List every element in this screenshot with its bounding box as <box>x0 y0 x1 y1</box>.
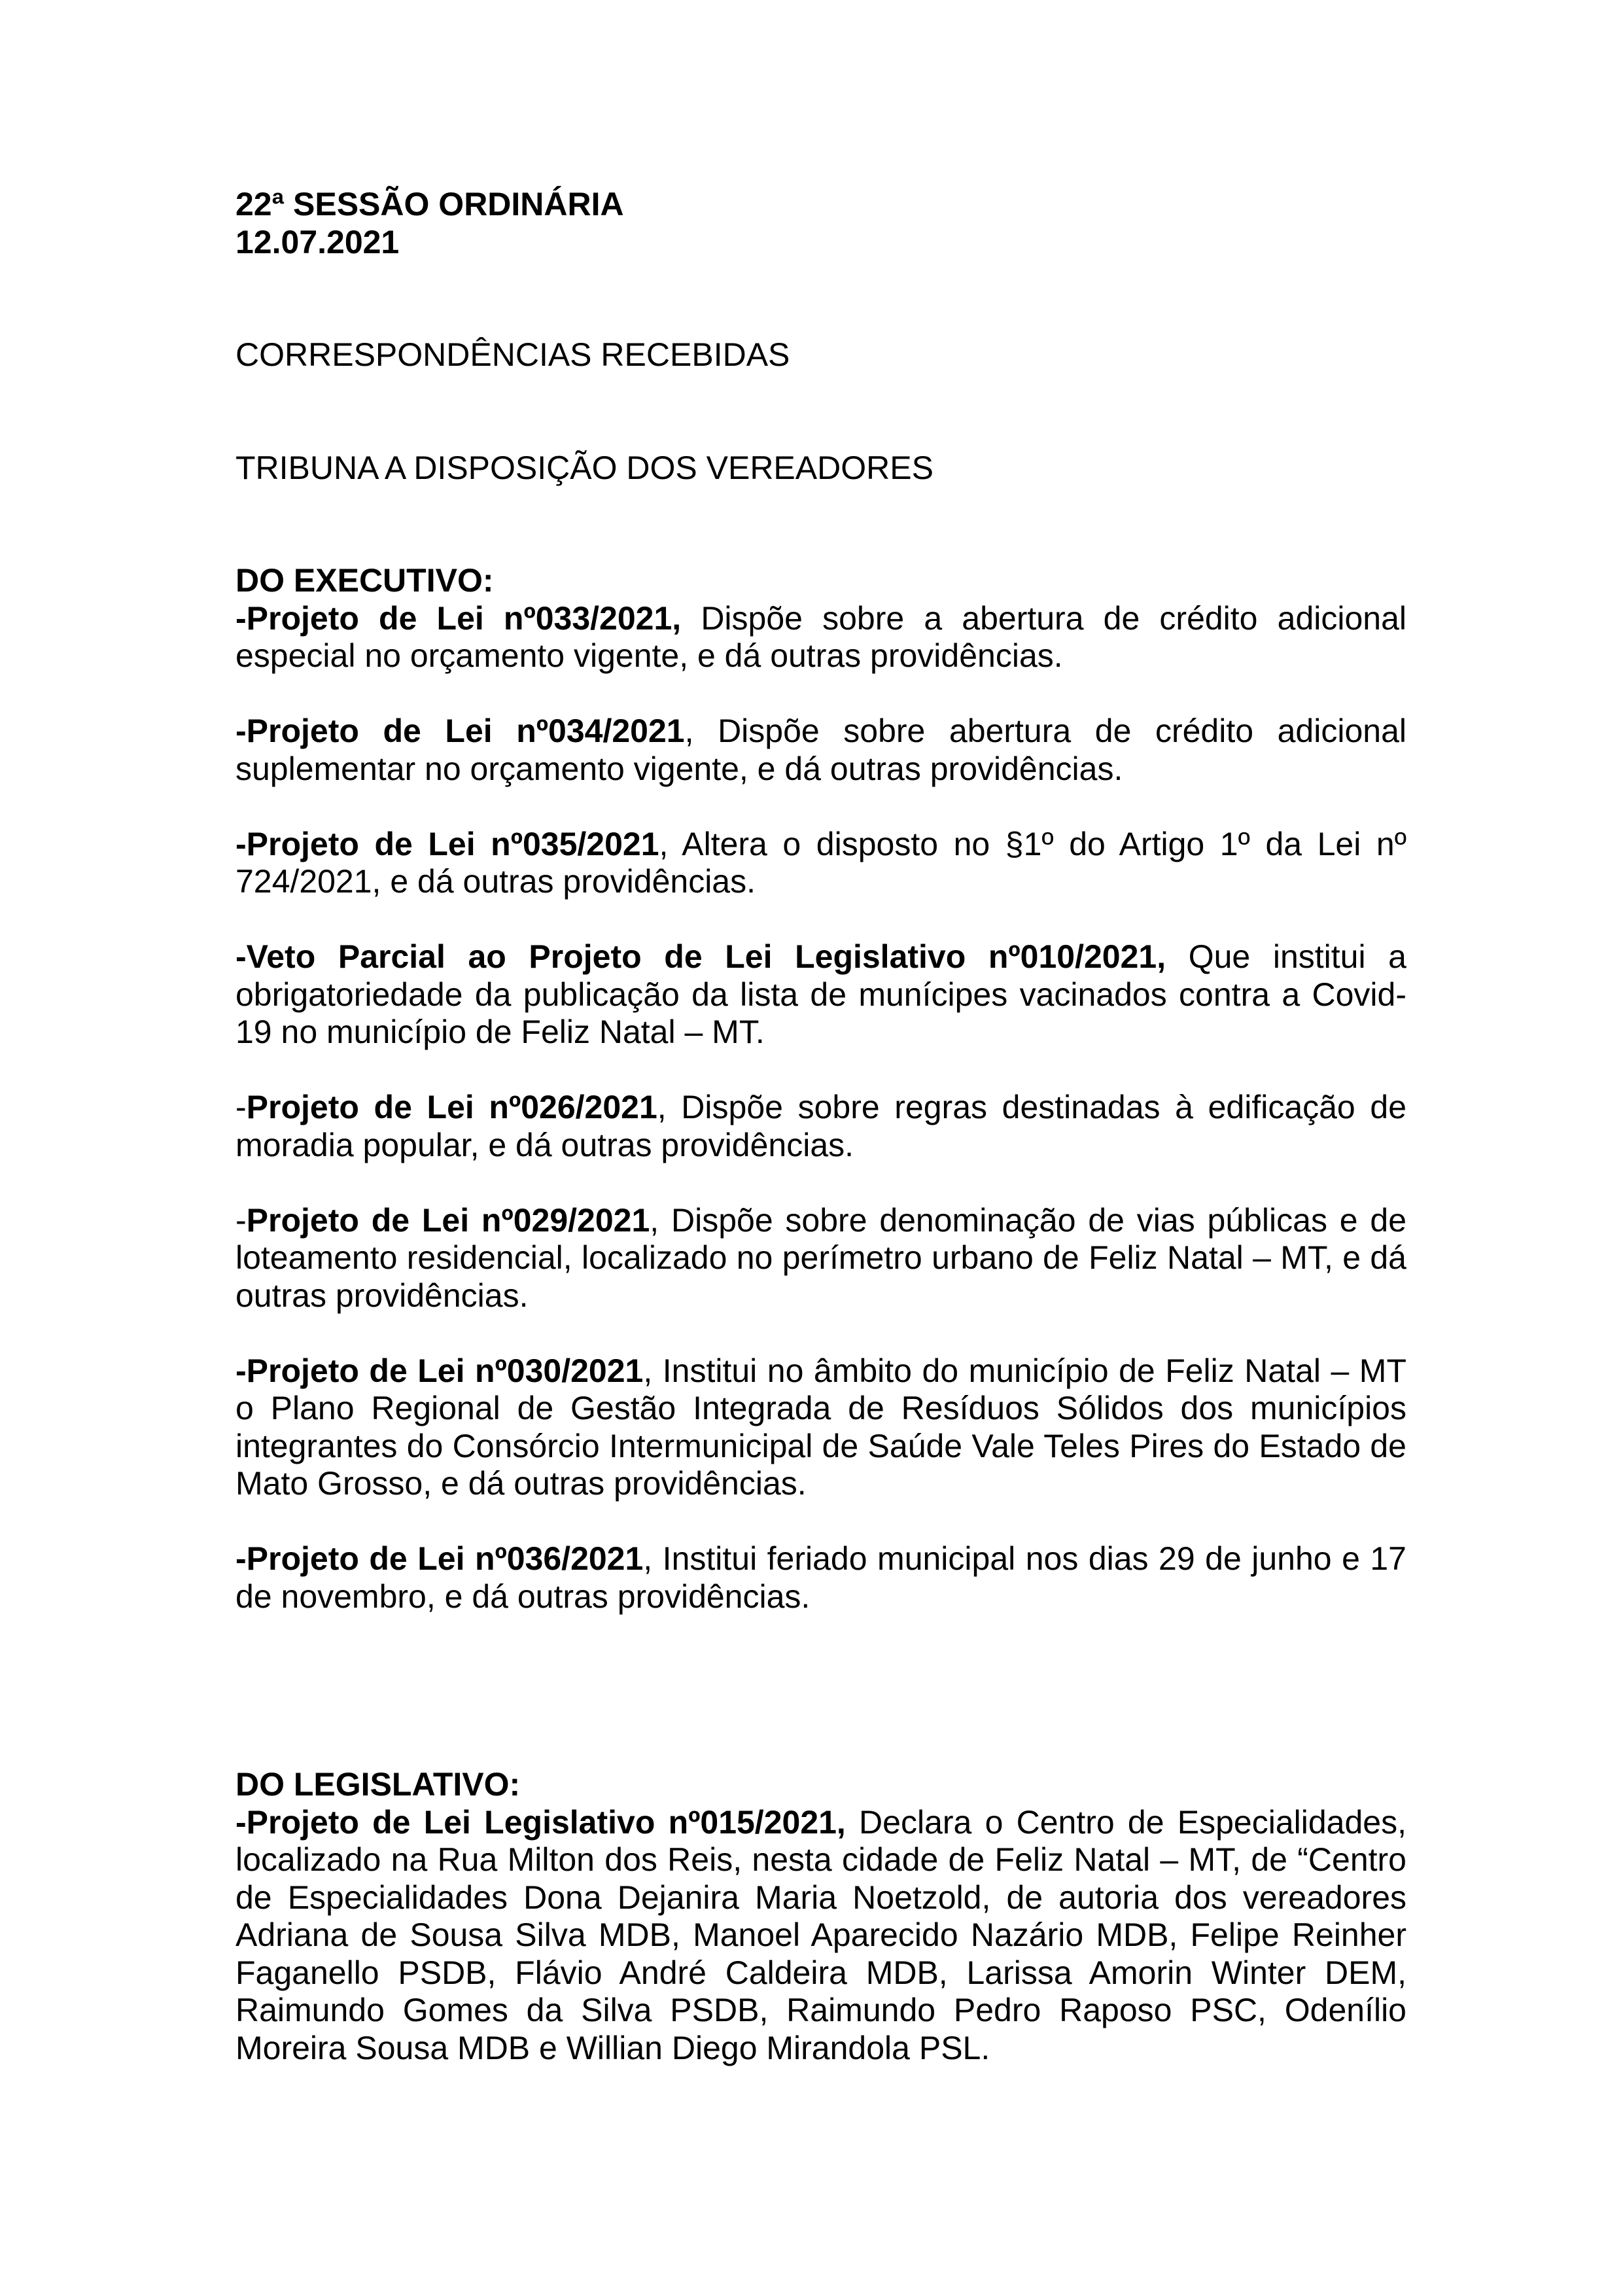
law-item-035 <box>236 826 1406 901</box>
session-title: 22ª SESSÃO ORDINÁRIA <box>236 186 624 222</box>
session-date: 12.07.2021 <box>236 223 400 260</box>
tribuna-heading: TRIBUNA A DISPOSIÇÃO DOS VEREADORES <box>236 449 934 486</box>
law-item-034 <box>236 713 1406 788</box>
correspondencias-heading: CORRESPONDÊNCIAS RECEBIDAS <box>236 336 790 373</box>
law-item-veto-010 <box>236 938 1406 1051</box>
law-item-ref: -Projeto de Lei nº034/2021 <box>236 713 685 749</box>
law-item-description: , Dispõe sobre abertura de crédito adicional suplementar no orçamento vigente, e dá outras providências. <box>236 713 1406 787</box>
law-item-ref: -Projeto de Lei nº035/2021 <box>236 825 659 862</box>
law-item-description: Que institui a obrigatoriedade da publicação da lista de munícipes vacinados contra a Covid-19 no município de Feliz Natal – MT. <box>236 938 1406 1050</box>
law-item-description: , Institui feriado municipal nos dias 29 de junho e 17 de novembro, e dá outras providências. <box>236 1540 1406 1615</box>
law-item-description: Dispõe sobre a abertura de crédito adicional especial no orçamento vigente, e dá outras providências. <box>236 599 1406 674</box>
law-item-ref: -Veto Parcial ao Projeto de Lei Legislativo nº010/2021, <box>236 938 1166 975</box>
law-item-033 <box>236 600 1406 675</box>
law-item-ref: Projeto de Lei nº026/2021 <box>246 1089 657 1125</box>
section-heading-legislativo: DO LEGISLATIVO: <box>236 1766 521 1803</box>
section-heading-executivo: DO EXECUTIVO: <box>236 562 494 599</box>
law-item-ref: -Projeto de Lei Legislativo nº015/2021, <box>236 1803 846 1841</box>
law-item-pre: - <box>236 1089 247 1125</box>
law-item-036 <box>236 1540 1406 1616</box>
law-item-026 <box>236 1089 1406 1164</box>
law-item-description: Declara o Centro de Especialidades, localizado na Rua Milton dos Reis, nesta cidade de Feliz Natal – MT, de “Centro de Especialidades Dona Dejanira Maria Noetzold, de autoria dos vereadores Adriana de Sousa Silva MDB, Manoel Aparecido Nazário MDB, Felipe Reinher Faganello PSDB, Flávio André Caldeira MDB, Larissa Amorin Winter DEM, Raimundo Gomes da Silva PSDB, Raimundo Pedro Raposo PSC, Odenílio Moreira Sousa MDB e Willian Diego Mirandola PSL. <box>236 1803 1406 2066</box>
law-item-description: , Institui no âmbito do município de Feliz Natal – MT o Plano Regional de Gestão Integrada de Resíduos Sólidos dos municípios integrantes do Consórcio Intermunicipal de Saúde Vale Teles Pires do Estado de Mato Grosso, e dá outras providências. <box>236 1352 1407 1502</box>
law-item-legislativo-015 <box>236 1804 1406 2068</box>
law-item-ref: -Projeto de Lei nº036/2021 <box>236 1540 644 1577</box>
law-item-ref: Projeto de Lei nº029/2021 <box>246 1201 650 1239</box>
law-item-ref: -Projeto de Lei nº030/2021 <box>236 1352 644 1389</box>
law-item-pre: - <box>236 1201 247 1239</box>
law-item-description: , Altera o disposto no §1º do Artigo 1º da Lei nº 724/2021, e dá outras providências. <box>236 825 1406 900</box>
law-item-029 <box>236 1202 1406 1315</box>
law-item-description: , Dispõe sobre regras destinadas à edificação de moradia popular, e dá outras providências. <box>236 1089 1406 1163</box>
law-item-030 <box>236 1352 1406 1503</box>
law-item-description: , Dispõe sobre denominação de vias públicas e de loteamento residencial, localizado no perímetro urbano de Feliz Natal – MT, e dá outras providências. <box>236 1201 1407 1314</box>
law-item-ref: -Projeto de Lei nº033/2021, <box>236 599 682 637</box>
